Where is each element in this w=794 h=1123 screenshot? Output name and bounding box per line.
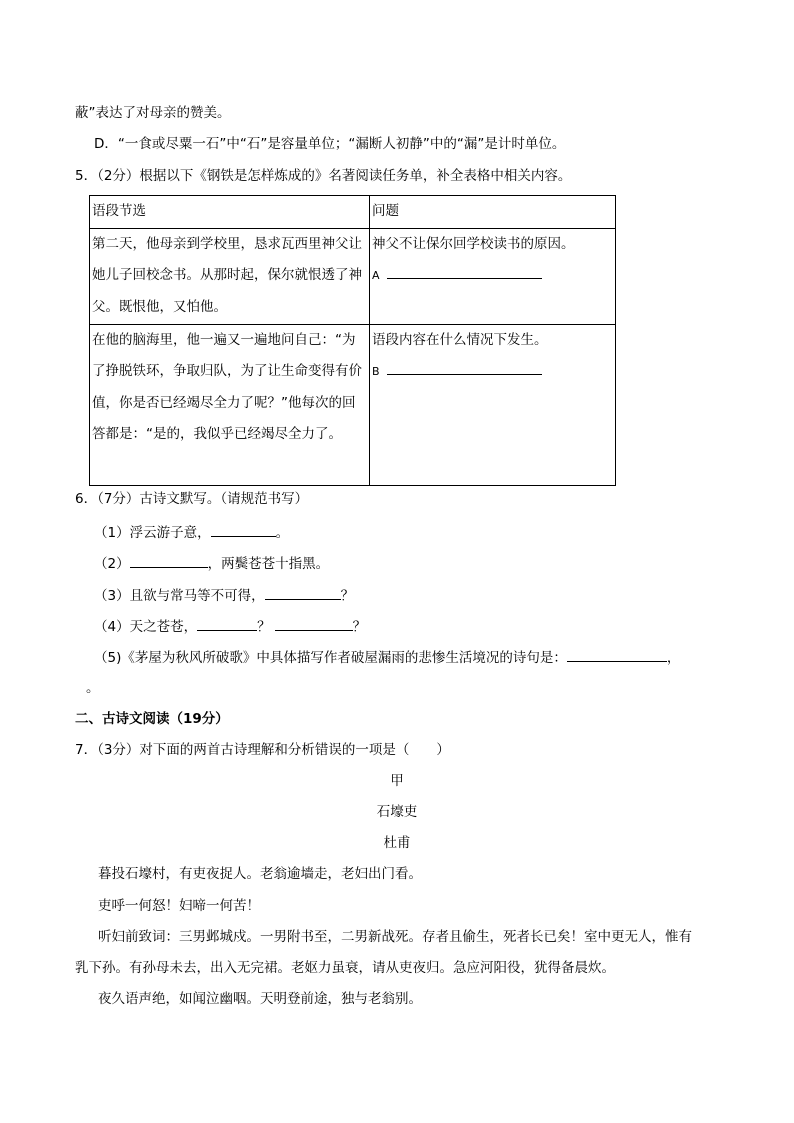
question-6-title: 6．（7分）古诗文默写。（请规范书写） xyxy=(75,491,309,507)
answer-blank[interactable] xyxy=(275,616,353,631)
table-cell-passage: 在他的脑海里，他一遍又一遍地问自己：“为了挣脱铁环，争取归队，为了让生命变得有价值，你是否已经竭尽全力了呢？”他每次的回答都是：“是的，我似乎已经竭尽全力了。 xyxy=(90,324,370,485)
question-text: 语段内容在什么情况下发生。 xyxy=(372,331,548,348)
q6-item-3 xyxy=(94,585,354,606)
answer-label: B xyxy=(372,365,380,378)
answer-a[interactable] xyxy=(372,260,613,292)
q6-item-4 xyxy=(94,616,366,637)
answer-blank[interactable] xyxy=(130,553,208,568)
answer-label: A xyxy=(372,269,380,282)
table-cell-question xyxy=(370,324,616,485)
q6-item-5-end: 。 xyxy=(86,680,100,696)
item-text: ？ xyxy=(257,619,271,635)
poem-label: 甲 xyxy=(390,773,404,789)
item-text: ，两鬓苍苍十指黑。 xyxy=(207,556,330,572)
table-header-passage: 语段节选 xyxy=(90,196,370,229)
question-7-title: 7．（3分）对下面的两首古诗理解和分析错误的一项是（ ） xyxy=(75,742,450,758)
answer-blank[interactable] xyxy=(197,616,257,631)
item-text: （3）且欲与常马等不可得， xyxy=(94,588,265,604)
item-text: ？ xyxy=(352,619,367,635)
answer-blank[interactable] xyxy=(567,647,667,662)
poem-line: 乳下孙。有孙母未去，出入无完裙。老妪力虽衰，请从吏夜归。急应河阳役，犹得备晨炊。 xyxy=(75,960,615,976)
reading-task-table xyxy=(89,195,616,486)
table-header-question: 问题 xyxy=(370,196,616,229)
item-text: （4）天之苍苍， xyxy=(94,619,198,635)
option-c-continued: 蔽”表达了对母亲的赞美。 xyxy=(75,105,231,121)
q6-item-5 xyxy=(94,647,680,668)
answer-blank[interactable] xyxy=(265,585,341,600)
poem-author: 杜甫 xyxy=(383,835,411,851)
table-cell-question xyxy=(370,228,616,324)
answer-blank[interactable] xyxy=(211,522,276,537)
poem-line: 听妇前致词：三男邺城戍。一男附书至，二男新战死。存者且偷生，死者长已矣！室中更无人，惟有 xyxy=(98,929,692,945)
answer-b-blank[interactable] xyxy=(387,360,542,375)
section-2-heading: 二、古诗文阅读（19分） xyxy=(75,711,229,727)
item-text: （5)《茅屋为秋风所破歌》中具体描写作者破屋漏雨的悲惨生活境况的诗句是： xyxy=(94,650,567,666)
item-text: （2） xyxy=(94,556,130,572)
item-text: 。 xyxy=(275,525,290,541)
q6-item-1 xyxy=(94,522,289,543)
answer-b[interactable] xyxy=(372,356,613,388)
poem-line: 吏呼一何怒！妇啼一何苦！ xyxy=(98,898,260,914)
item-text: ？ xyxy=(340,588,355,604)
poem-title: 石壕吏 xyxy=(376,804,418,820)
option-d: D．“一食或尽粟一石”中“石”是容量单位；“漏断人初静”中的“漏”是计时单位。 xyxy=(94,136,566,152)
poem-line: 夜久语声绝，如闻泣幽咽。天明登前途，独与老翁别。 xyxy=(98,991,422,1007)
table-cell-passage: 第二天，他母亲到学校里，恳求瓦西里神父让她儿子回校念书。从那时起，保尔就恨透了神父。既恨他，又怕他。 xyxy=(90,228,370,324)
item-text: ， xyxy=(666,650,681,666)
item-text: （1）浮云游子意， xyxy=(94,525,211,541)
q6-item-2 xyxy=(94,553,329,574)
question-text: 神父不让保尔回学校读书的原因。 xyxy=(372,235,575,252)
poem-line: 暮投石壕村，有吏夜捉人。老翁逾墙走，老妇出门看。 xyxy=(98,866,422,882)
answer-a-blank[interactable] xyxy=(387,264,542,279)
question-5-title: 5．（2分）根据以下《钢铁是怎样炼成的》名著阅读任务单，补全表格中相关内容。 xyxy=(75,168,572,184)
